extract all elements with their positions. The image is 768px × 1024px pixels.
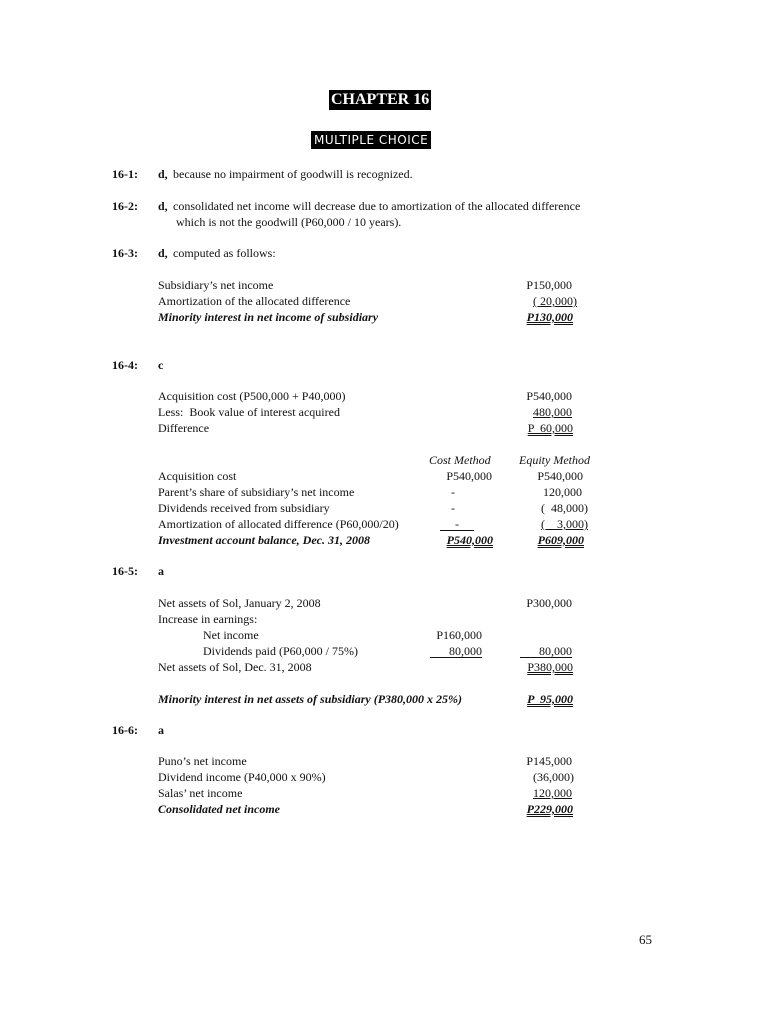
answer-letter: d, [158,167,168,181]
line-label: Amortization of the allocated difference [158,294,351,308]
line-label: Net income [203,628,259,642]
table-cell-equity: ( 48,000) [541,501,588,515]
question-number: 16-6: [112,723,138,737]
column-header-cost: Cost Method [429,453,491,467]
line-label: Difference [158,421,210,435]
line-mid-value: P160,000 [436,628,482,642]
line-value: P300,000 [526,596,572,610]
table-row-label: Parent’s share of subsidiary’s net income [158,485,355,499]
table-cell-equity: P609,000 [537,533,584,547]
line-value: (36,000) [533,770,574,784]
question-number: 16-2: [112,199,138,213]
line-label: Net assets of Sol, Dec. 31, 2008 [158,660,312,674]
answer-text: because no impairment of goodwill is recognized. [173,167,413,181]
table-cell-cost: P540,000 [446,533,493,547]
line-label: Puno’s net income [158,754,247,768]
line-value-total: P130,000 [526,310,573,324]
answer-letter: d, [158,246,168,260]
line-value: P540,000 [526,389,572,403]
line-label-total: Consolidated net income [158,802,281,816]
line-label: Salas’ net income [158,786,243,800]
answer-text: consolidated net income will decrease due to amortization of the allocated difference [173,199,581,213]
line-label: Dividend income (P40,000 x 90%) [158,770,326,784]
table-row-label: Dividends received from subsidiary [158,501,330,515]
question-number: 16-1: [112,167,138,181]
line-value: P 60,000 [527,421,573,435]
minority-interest-label: Minority interest in net assets of subsidiary (P380,000 x 25%) [158,692,463,706]
table-cell-equity: P540,000 [537,469,583,483]
answer-letter: a [158,723,164,737]
answer-letter: a [158,564,164,578]
table-row-label: Acquisition cost [158,469,237,483]
line-value: 80,000 [520,643,572,658]
table-row-label-total: Investment account balance, Dec. 31, 2008 [158,533,370,547]
line-label: Subsidiary’s net income [158,278,274,292]
table-cell-cost: P540,000 [446,469,492,483]
line-value-total: P229,000 [526,802,573,816]
line-value: P150,000 [526,278,572,292]
table-cell-cost: - [440,516,474,531]
line-label-total: Minority interest in net income of subsidiary [158,310,379,324]
line-value: ( 20,000) [533,294,577,308]
page-number: 65 [639,932,652,947]
line-label: Less: Book value of interest acquired [158,405,340,419]
question-number: 16-3: [112,246,138,260]
question-number: 16-4: [112,358,138,372]
table-cell-cost: - [451,501,455,515]
line-label: Increase in earnings: [158,612,258,626]
table-row-label: Amortization of allocated difference (P60,000/20) [158,517,399,531]
answer-letter: c [158,358,164,372]
line-value: P380,000 [527,660,573,674]
line-label: Dividends paid (P60,000 / 75%) [203,644,358,658]
section-title: MULTIPLE CHOICE [311,131,431,149]
answer-text: which is not the goodwill (P60,000 / 10 years). [176,215,402,229]
line-value: P145,000 [526,754,572,768]
minority-interest-value: P 95,000 [527,692,573,706]
question-number: 16-5: [112,564,138,578]
table-cell-equity: ( 3,000) [541,517,588,531]
line-value: 480,000 [533,405,572,419]
column-header-equity: Equity Method [519,453,590,467]
line-value: 120,000 [533,786,572,800]
table-cell-equity: 120,000 [543,485,582,499]
table-cell-cost: - [451,485,455,499]
line-mid-value: 80,000 [430,643,482,658]
line-label: Acquisition cost (P500,000 + P40,000) [158,389,346,403]
chapter-title: CHAPTER 16 [331,91,430,108]
answer-text: computed as follows: [173,246,276,260]
answer-letter: d, [158,199,168,213]
line-label: Net assets of Sol, January 2, 2008 [158,596,321,610]
